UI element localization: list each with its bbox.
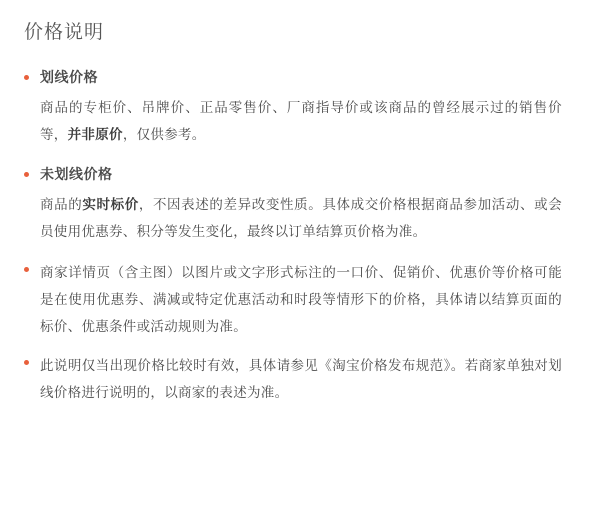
- page-title: 价格说明: [24, 22, 105, 43]
- body-text: ，不因表述的差异改变性质。具体成交价格根据商品参加活动、或会员使用优惠券、积分等发生变化，最终以订单结算页价格为准。: [40, 196, 563, 239]
- sections-container: [24, 67, 572, 406]
- price-section: [24, 67, 572, 148]
- body-text: 此说明仅当出现价格比较时有效，具体请参见《淘宝价格发布规范》。若商家单独对划线价格进行说明的，以商家的表述为准。: [40, 357, 562, 400]
- bullet-icon: [24, 75, 29, 80]
- section-body: [40, 352, 572, 406]
- bullet-icon: [24, 267, 29, 272]
- section-body: [40, 191, 572, 245]
- body-text: 商家详情页（含主图）以图片或文字形式标注的一口价、促销价、优惠价等价格可能是在使用优惠券、满减或特定优惠活动和时段等情形下的价格，具体请以结算页面的标价、优惠条件或活动规则为准。: [40, 264, 562, 334]
- body-text: ，仅供参考。: [122, 126, 206, 142]
- emphasized-text: 并非原价: [67, 126, 123, 142]
- price-section: [24, 164, 572, 245]
- section-body: [40, 94, 572, 148]
- price-section: [24, 259, 572, 340]
- price-section: [24, 352, 572, 406]
- emphasized-text: 实时标价: [82, 196, 139, 212]
- bullet-icon: [24, 360, 29, 365]
- bullet-icon: [24, 172, 29, 177]
- section-body: [40, 259, 572, 340]
- section-heading: 未划线价格: [40, 165, 113, 182]
- section-heading: 划线价格: [40, 68, 98, 85]
- body-text: 商品的专柜价、吊牌价、正品零售价、厂商指导价或该商品的曾经展示过的销售价等，: [40, 99, 562, 142]
- body-text: 商品的: [40, 196, 83, 212]
